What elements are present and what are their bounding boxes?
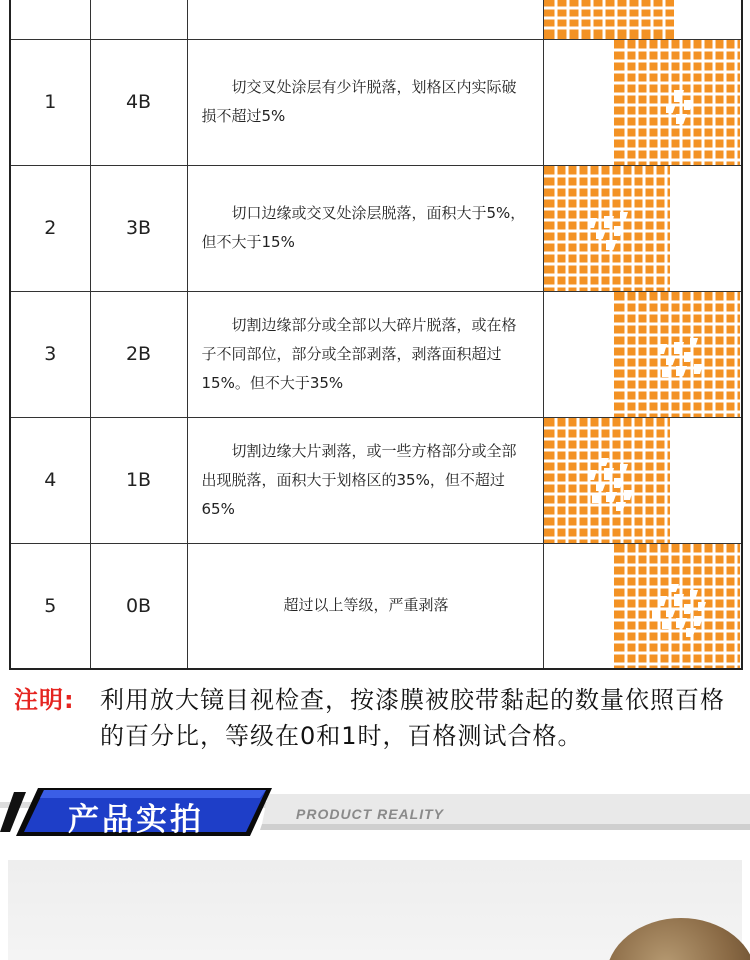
grade-number: 2	[10, 165, 90, 291]
grade-description: 切口边缘或交叉处涂层脱落，面积大于5%，但不大于15%	[201, 204, 526, 251]
table-row	[10, 417, 742, 543]
crosshatch-pattern	[544, 166, 670, 292]
grade-level: 3B	[90, 165, 187, 291]
grade-description-cell	[187, 165, 543, 291]
grade-pattern-cell	[543, 165, 742, 291]
grade-number: 5	[10, 543, 90, 669]
grade-level: 1B	[90, 417, 187, 543]
grade-number: 1	[10, 39, 90, 165]
grade-description-cell	[187, 417, 543, 543]
grade-pattern-cell	[543, 291, 742, 417]
grade-description-cell	[187, 291, 543, 417]
table-row	[10, 165, 742, 291]
grade-number: 4	[10, 417, 90, 543]
table-row	[10, 543, 742, 669]
grade-level: 0B	[90, 543, 187, 669]
grade-description: 切割边缘部分或全部以大碎片脱落，或在格子不同部位，部分或全部剥落，剥落面积超过15%。但不大于35%	[201, 315, 517, 392]
table-row	[10, 39, 742, 165]
grade-number: 3	[10, 291, 90, 417]
grade-pattern-cell	[543, 39, 742, 165]
section-subtitle: PRODUCT REALITY	[296, 806, 444, 822]
grade-pattern-cell	[543, 543, 742, 669]
grade-level: 2B	[90, 291, 187, 417]
partial-cell-desc	[187, 0, 543, 39]
crosshatch-pattern	[614, 544, 740, 670]
table-row-partial	[10, 0, 742, 39]
note-label: 注明:	[14, 686, 75, 714]
note-text: 利用放大镜目视检查，按漆膜被胶带黏起的数量依照百格的百分比，等级在0和1时，百格测试合格。	[100, 686, 725, 750]
crosshatch-pattern	[614, 292, 740, 418]
partial-cell-pic	[543, 0, 742, 39]
partial-cell-no	[10, 0, 90, 39]
grade-description: 切割边缘大片剥落，或一些方格部分或全部出现脱落，面积大于划格区的35%，但不超过65%	[201, 441, 517, 518]
table-row	[10, 291, 742, 417]
grade-description: 切交叉处涂层有少许脱落，划格区内实际破损不超过5%	[201, 78, 517, 125]
crosshatch-pattern-partial	[544, 0, 674, 39]
grade-description-cell	[187, 543, 543, 669]
grade-description: 超过以上等级，严重剥落	[283, 596, 449, 615]
inspection-note	[14, 682, 742, 754]
grade-description-cell	[187, 39, 543, 165]
crosshatch-pattern	[614, 40, 740, 166]
partial-cell-level	[90, 0, 187, 39]
product-reality-banner	[0, 784, 750, 842]
product-photo-object	[606, 918, 750, 960]
grade-level: 4B	[90, 39, 187, 165]
adhesion-grade-table	[9, 0, 743, 670]
section-title: 产品实拍	[68, 802, 204, 838]
product-photo	[8, 860, 742, 960]
grade-pattern-cell	[543, 417, 742, 543]
crosshatch-pattern	[544, 418, 670, 544]
